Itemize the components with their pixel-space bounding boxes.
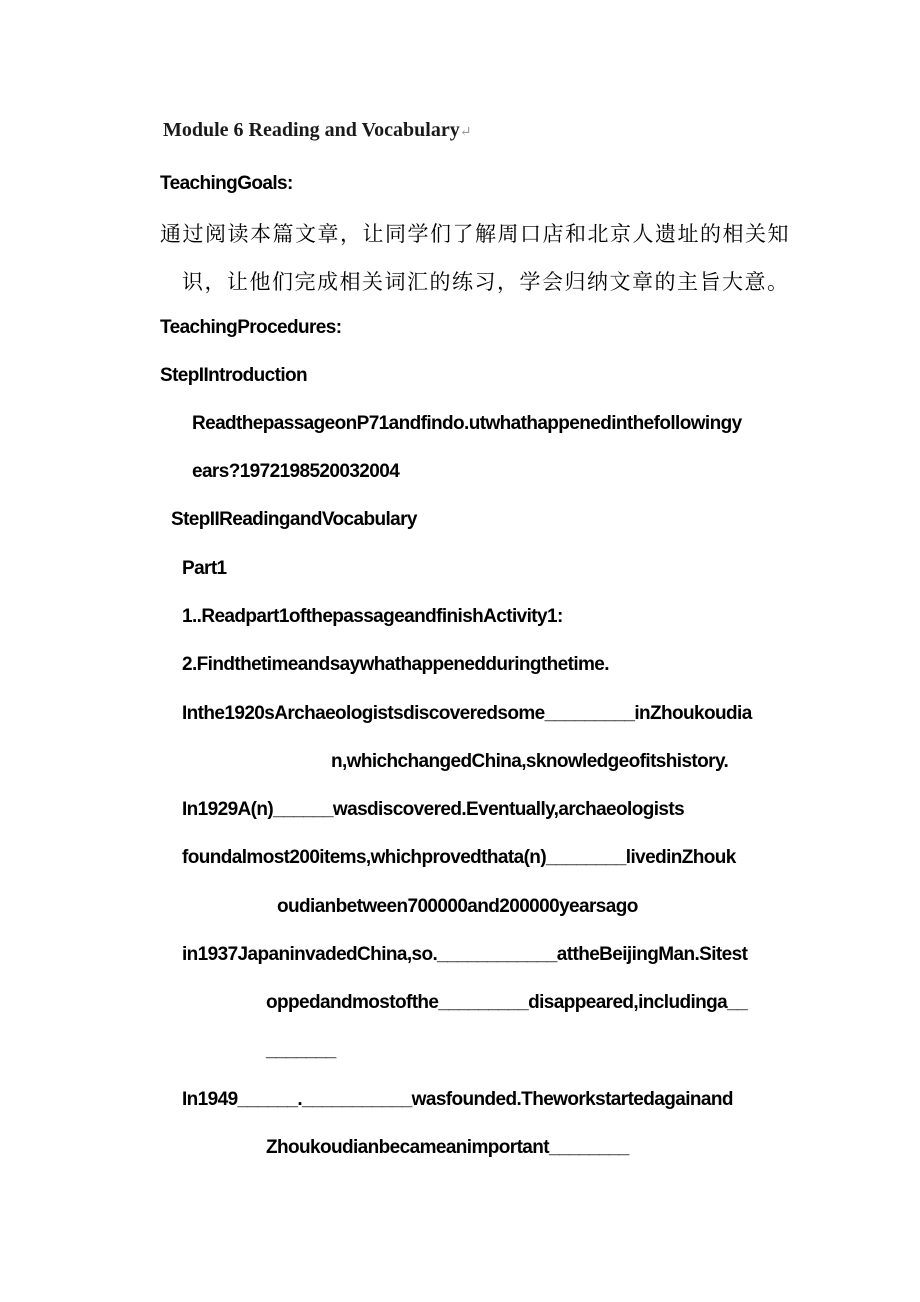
step1-text-line-1: ReadthepassageonP71andfindo.utwhathappenedinthefollowingy [192,413,742,434]
document-title: Module 6 Reading and Vocabulary↵ [163,119,472,141]
activity-item-1: 1..Readpart1ofthepassageandfinishActivity1: [182,606,563,627]
para-1949-line-2: Zhoukoudianbecameanimportant________ [266,1137,629,1158]
para-1929-line-3: oudianbetween700000and200000yearsago [277,896,638,917]
teaching-goals-heading: TeachingGoals: [160,173,293,194]
step2-heading: StepIIReadingandVocabulary [171,509,417,530]
para-1949-line-1: In1949______.___________wasfounded.Theworkstartedagainand [182,1089,733,1110]
goals-text-line-2: 识，让他们完成相关词汇的练习，学会归纳文章的主旨大意。 [182,270,790,294]
para-1920-line-1: Inthe1920sArchaeologistsdiscoveredsome_________inZhoukoudia [182,703,752,724]
paragraph-mark: ↵ [459,125,472,140]
para-1937-line-2: oppedandmostofthe_________disappeared,includinga__ [266,992,748,1013]
para-1929-line-1: In1929A(n)______wasdiscovered.Eventually,archaeologists [182,799,685,820]
para-1937-line-1: in1937JapaninvadedChina,so.____________attheBeijingMan.Sitest [182,944,748,965]
step1-heading: StepIIntroduction [160,365,308,386]
step1-text-line-2: ears?1972198520032004 [192,461,400,482]
teaching-procedures-heading: TeachingProcedures: [160,317,342,338]
part1-heading: Part1 [182,558,227,579]
activity-item-2: 2.Findthetimeandsaywhathappenedduringthetime. [182,654,609,675]
goals-text-line-1: 通过阅读本篇文章，让同学们了解周口店和北京人遗址的相关知 [160,222,790,246]
para-1929-line-2: foundalmost200items,whichprovedthata(n)________livedinZhouk [182,847,736,868]
para-1937-line-3: _______ [266,1040,336,1061]
para-1920-line-2: n,whichchangedChina,sknowledgeofitshistory. [331,751,729,772]
